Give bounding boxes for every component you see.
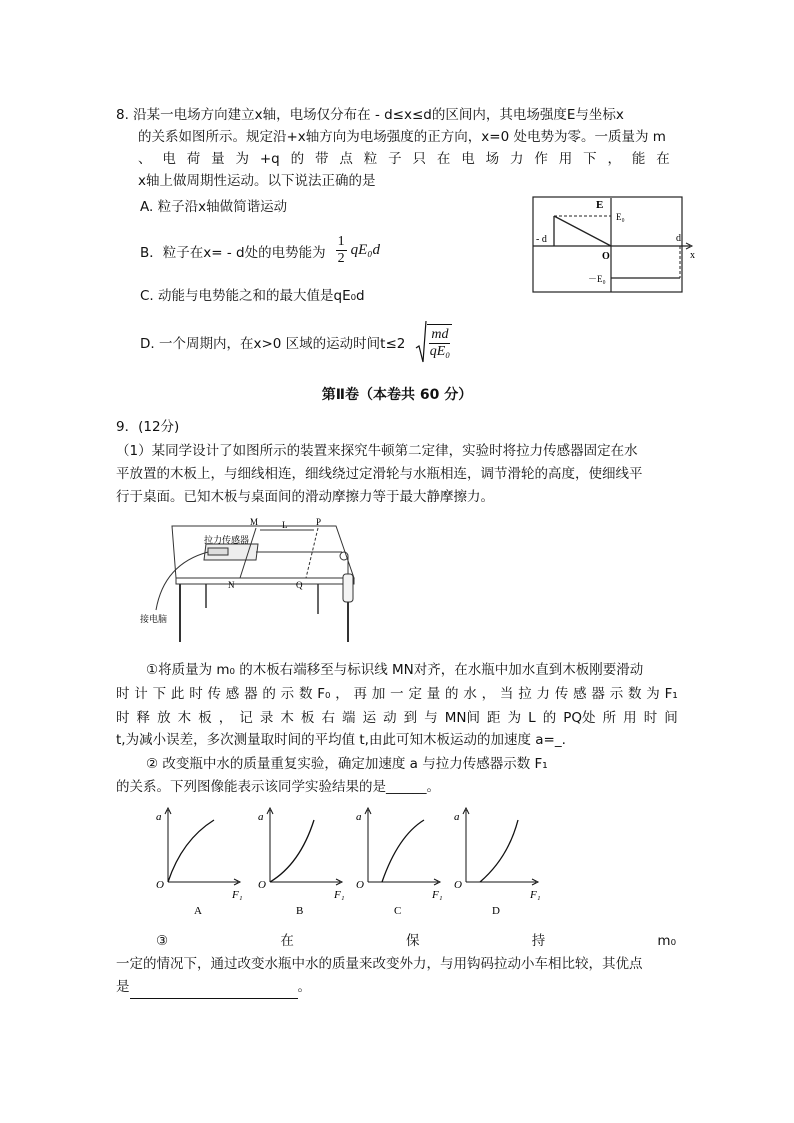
text-segment: 板	[198, 710, 212, 726]
option-label: D	[492, 905, 500, 917]
q8-option-b-text: B．粒子在x= - d处的电势能为	[140, 244, 326, 261]
text-segment: 木	[280, 710, 294, 726]
text-segment: ③	[156, 933, 169, 949]
curve	[480, 820, 518, 882]
text-segment: 右	[321, 710, 335, 726]
graph-option-d	[446, 806, 546, 920]
text-segment: 为	[646, 686, 660, 702]
q8-option-c: C. 动能与电势能之和的最大值是qE₀d	[140, 288, 365, 304]
q8-line-2: 的关系如图所示。规定沿+x轴方向为电场强度的正方向，x=0 处电势为零。一质量为 m	[138, 129, 666, 145]
text-segment: 定	[408, 686, 422, 702]
q9-step3-suffix: 。	[297, 979, 311, 995]
q9-step2-line-2: 的关系。下列图像能表示该同学实验结果的是______。	[116, 779, 440, 795]
q8-option-b-numerator: 1	[337, 234, 345, 249]
x-label: F₁	[432, 889, 443, 901]
text-segment: 器	[591, 686, 605, 702]
text-segment: 感	[573, 686, 587, 702]
curve	[168, 820, 214, 882]
text-segment: PQ处	[563, 710, 596, 726]
q9-step3-line-3	[116, 976, 311, 999]
text-segment: 下	[583, 151, 597, 167]
text-segment: 间	[664, 710, 678, 726]
text-segment: 放	[157, 710, 171, 726]
option-label: A	[194, 905, 202, 917]
curve	[382, 820, 424, 882]
text-segment: 只	[412, 151, 427, 167]
option-label: B	[296, 905, 304, 917]
text-segment: 量	[426, 686, 441, 702]
text-segment: 传	[554, 686, 569, 702]
text-segment: 释	[136, 710, 151, 726]
neg-d-label: - d	[536, 234, 547, 245]
text-segment: m₀	[657, 933, 676, 949]
text-segment: 板	[300, 710, 315, 726]
label-computer: 接电脑	[140, 614, 168, 624]
text-segment: 器	[244, 686, 258, 702]
sqrt-sign-icon	[415, 320, 427, 364]
e-line-negative-side	[554, 216, 611, 246]
text-segment: 在	[656, 151, 670, 167]
text-segment: MN间	[444, 710, 480, 726]
text-segment: 一	[390, 686, 404, 702]
q9-step1-line-4: t,为减小误差，多次测量取时间的平均值 t,由此可知木板运动的加速度 a=_.	[116, 732, 566, 748]
text-segment: 木	[177, 710, 192, 726]
x-label: F₁	[334, 889, 345, 901]
text-segment: 在	[280, 933, 294, 949]
text-segment: 此	[170, 686, 185, 702]
text-segment: 距	[487, 710, 501, 726]
origin-label: O	[356, 879, 364, 891]
q9-step1-line-3	[116, 707, 678, 729]
origin-label: O	[258, 879, 266, 891]
text-segment: 力	[536, 686, 551, 702]
label-m: M	[250, 517, 259, 527]
q8-line-4: x轴上做周期性运动。以下说法正确的是	[138, 173, 376, 189]
text-segment: 时	[116, 686, 130, 702]
label-sensor: 拉力传感器	[204, 535, 250, 545]
text-segment: 的	[290, 151, 305, 167]
q8-option-d-text: D. 一个周期内，在x>0 区域的运动时间t≤2	[140, 336, 406, 352]
text-segment: 时	[643, 710, 658, 726]
label-p: P	[316, 517, 322, 527]
x-label: x	[690, 250, 695, 261]
text-segment: 的	[445, 686, 459, 702]
text-segment: 用	[623, 710, 637, 726]
e0-label: E₀	[616, 212, 625, 222]
label-n: N	[228, 580, 235, 590]
text-segment: 示	[280, 686, 295, 702]
text-segment: 的	[542, 710, 557, 726]
text-segment: 作	[534, 151, 548, 167]
q9-header: 9．(12分)	[116, 419, 180, 435]
text-segment: 所	[602, 710, 617, 726]
q9-paragraph-line-2: 平放置的木板上，与细线相连，细线绕过定滑轮与水瓶相连，调节滑轮的高度，使细线平	[116, 466, 643, 482]
q9-step3-line-2: 一定的情况下，通过改变水瓶中水的质量来改变外力，与用钩码拉动小车相比较，其优点	[116, 956, 643, 972]
text-segment: 数	[628, 686, 642, 702]
x-label: F₁	[232, 889, 243, 901]
origin-label: O	[156, 879, 164, 891]
text-segment: 再	[353, 686, 368, 702]
text-segment: 电	[162, 151, 176, 167]
text-segment: 的	[262, 686, 276, 702]
q8-line-1: 8. 沿某一电场方向建立x轴，电场仅分布在 - d≤x≤d的区间内，其电场强度E与坐标x	[116, 107, 624, 123]
text-segment: 、	[138, 151, 152, 167]
text-segment: 时	[189, 686, 203, 702]
q9-graph-options	[148, 806, 548, 920]
q9-step3-line-1	[156, 930, 676, 952]
q8-option-d-fraction	[427, 324, 452, 360]
text-segment: ，	[481, 686, 496, 702]
q8-e-x-graph	[532, 196, 694, 294]
text-segment: ，	[607, 151, 622, 167]
text-segment: 量	[211, 151, 225, 167]
graph-option-a	[148, 806, 248, 920]
text-segment: 为	[507, 710, 522, 726]
text-segment: 电	[461, 151, 475, 167]
text-segment: 下	[152, 686, 167, 702]
option-label: C	[394, 905, 402, 917]
text-segment: 当	[499, 686, 514, 702]
y-label: a	[156, 811, 162, 823]
q9-step1-line-1: ①将质量为 m₀ 的木板右端移至与标识线 MN对齐，在水瓶中加水直到木板刚要滑动	[146, 662, 644, 678]
text-segment: 运	[362, 710, 377, 726]
text-segment: 加	[371, 686, 386, 702]
curve	[270, 820, 314, 882]
q8-option-d	[140, 320, 452, 364]
q9-step2-line-1: ② 改变瓶中水的质量重复实验，确定加速度 a 与拉力传感器示数 F₁	[146, 756, 548, 772]
origin-label: O	[602, 251, 610, 262]
text-segment: 子	[388, 151, 402, 167]
q8-option-d-sqrt	[415, 320, 452, 364]
q8-option-b	[140, 234, 380, 267]
neg-e0-label: －E₀	[588, 274, 606, 284]
text-segment: 动	[383, 710, 397, 726]
section-title: 第Ⅱ卷（本卷共 60 分）	[321, 387, 473, 403]
line-pq	[306, 528, 318, 578]
origin-label: O	[454, 879, 462, 891]
q8-option-a: A. 粒子沿x轴做简谐运动	[140, 199, 288, 215]
q9-paragraph-line-1: （1）某同学设计了如图所示的装置来探究牛顿第二定律，实验时将拉力传感器固定在水	[116, 443, 638, 459]
text-segment: 拉	[518, 686, 532, 702]
text-segment: 计	[134, 686, 148, 702]
graph-option-b	[250, 806, 350, 920]
text-segment: 传	[207, 686, 221, 702]
d-label: d	[676, 233, 681, 244]
q8-option-b-expr: qE₀d	[350, 242, 380, 258]
text-segment: F₀	[317, 686, 331, 702]
answer-blank	[130, 976, 298, 999]
text-segment: 能	[631, 151, 646, 167]
text-segment: 到	[403, 710, 418, 726]
table-edge	[176, 578, 354, 584]
text-segment: ，	[218, 710, 233, 726]
graph-option-c	[348, 806, 448, 920]
text-segment: 持	[531, 933, 546, 949]
text-segment: 感	[225, 686, 240, 702]
text-segment: 水	[463, 686, 477, 702]
text-segment: 录	[259, 710, 274, 726]
label-q: Q	[296, 580, 303, 590]
y-label: a	[258, 811, 264, 823]
text-segment: L	[528, 710, 536, 726]
q8-option-b-fraction	[336, 234, 347, 267]
text-segment: 端	[342, 710, 356, 726]
e-label: E	[596, 199, 604, 211]
x-label: F₁	[530, 889, 541, 901]
water-bottle-icon	[343, 574, 353, 602]
text-segment: 带	[315, 151, 329, 167]
q8-line-3	[138, 148, 670, 170]
q9-step3-prefix: 是	[116, 979, 130, 995]
text-segment: 为	[235, 151, 249, 167]
text-segment: 点	[339, 151, 353, 167]
q9-apparatus-diagram	[136, 516, 372, 646]
text-segment: 数	[298, 686, 313, 702]
text-segment: ，	[335, 686, 349, 702]
y-label: a	[356, 811, 362, 823]
force-sensor	[208, 548, 228, 555]
text-segment: F₁	[664, 686, 678, 702]
text-segment: +q	[259, 151, 280, 167]
text-segment: 记	[239, 710, 253, 726]
text-segment: 荷	[186, 151, 201, 167]
text-segment: 粒	[363, 151, 378, 167]
q8-option-d-numerator: md	[431, 327, 449, 342]
y-label: a	[454, 811, 460, 823]
q8-option-d-denominator: qE₀	[429, 344, 451, 359]
text-segment: 场	[485, 151, 500, 167]
q8-option-b-denominator: 2	[337, 251, 345, 266]
text-segment: 保	[406, 933, 420, 949]
text-segment: 力	[510, 151, 524, 167]
text-segment: 与	[424, 710, 438, 726]
text-segment: 示	[609, 686, 624, 702]
q9-step1-line-2	[116, 683, 678, 705]
text-segment: 用	[558, 151, 573, 167]
q9-paragraph-line-3: 行于桌面。已知木板与桌面间的滑动摩擦力等于最大静摩擦力。	[116, 489, 494, 505]
label-l: L	[282, 520, 288, 530]
computer-cable	[156, 552, 208, 610]
text-segment: 在	[436, 151, 451, 167]
text-segment: 时	[116, 710, 130, 726]
